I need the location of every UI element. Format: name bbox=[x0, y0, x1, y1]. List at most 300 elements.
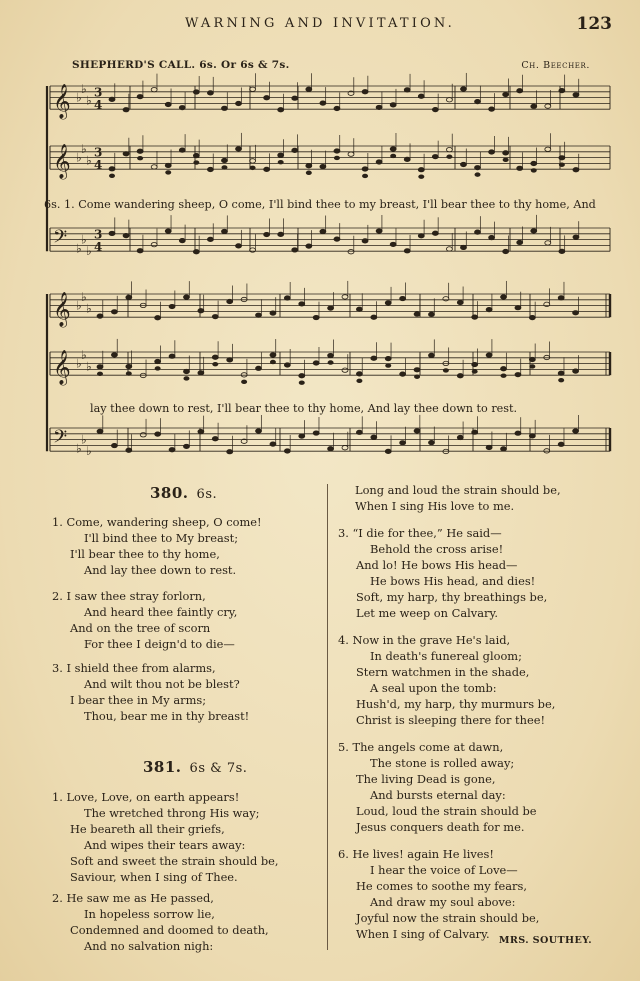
verse-line: And wipes their tears away: bbox=[84, 837, 246, 852]
notehead bbox=[183, 295, 189, 299]
notehead bbox=[155, 359, 161, 363]
verse-line: Christ is sleeping there for thee! bbox=[356, 712, 546, 727]
notehead bbox=[501, 295, 507, 299]
notehead bbox=[212, 362, 218, 366]
notehead bbox=[414, 429, 420, 433]
hymn-380-stanza-1 bbox=[52, 515, 262, 579]
notehead bbox=[531, 104, 537, 108]
notehead bbox=[515, 306, 521, 310]
verse-line: 2. He saw me as He passed, bbox=[52, 891, 214, 905]
notehead bbox=[573, 235, 579, 239]
notehead bbox=[313, 315, 319, 319]
notehead bbox=[400, 441, 406, 445]
bass-clef-icon: 𝄢 bbox=[53, 426, 68, 452]
flat-icon: ♭ bbox=[76, 441, 82, 456]
notehead bbox=[221, 229, 227, 233]
verse-line: I'll bind thee to My breast; bbox=[84, 530, 239, 545]
notehead bbox=[137, 94, 143, 98]
notehead bbox=[193, 250, 199, 254]
notehead bbox=[517, 166, 523, 170]
notehead bbox=[371, 356, 377, 360]
notehead bbox=[446, 147, 452, 151]
notehead bbox=[503, 151, 509, 155]
notehead bbox=[376, 229, 382, 233]
notehead bbox=[270, 360, 276, 364]
notehead bbox=[390, 147, 396, 151]
notehead bbox=[299, 380, 305, 384]
hymn-381-stanza-3 bbox=[338, 526, 547, 621]
notehead bbox=[179, 148, 185, 152]
verse-line: Jesus conquers death for me. bbox=[356, 819, 525, 834]
verse-line: 1. Come, wandering sheep, O come! bbox=[52, 515, 262, 529]
verse-line: In hopeless sorrow lie, bbox=[84, 906, 215, 921]
notehead bbox=[250, 166, 256, 170]
notehead bbox=[404, 249, 410, 253]
notehead bbox=[165, 229, 171, 233]
flat-icon: ♭ bbox=[81, 289, 87, 304]
tune-composer: Ch. Beecher. bbox=[521, 60, 590, 71]
treble-clef-icon: 𝄞 bbox=[53, 349, 71, 385]
hymn-author: MRS. SOUTHEY. bbox=[498, 935, 592, 946]
notehead bbox=[227, 450, 233, 454]
verse-line: The wretched throng His way; bbox=[84, 805, 260, 820]
notehead bbox=[371, 435, 377, 439]
notehead bbox=[236, 147, 242, 151]
notehead bbox=[207, 237, 213, 241]
notehead bbox=[342, 446, 348, 450]
notehead bbox=[385, 301, 391, 305]
notehead bbox=[264, 96, 270, 100]
notehead bbox=[475, 99, 481, 103]
notehead bbox=[432, 107, 438, 111]
notehead bbox=[457, 435, 463, 439]
tune-lyric-line-1: 6s. 1. Come wandering sheep, O come, I'll bind thee to my breast, I'll bear thee to thy home, And bbox=[44, 198, 596, 211]
notehead bbox=[489, 150, 495, 154]
hymn-380-stanza-2 bbox=[52, 589, 237, 653]
notehead bbox=[376, 105, 382, 109]
hymn-380-stanza-3 bbox=[52, 661, 249, 725]
verse-line: And no salvation nigh: bbox=[84, 938, 214, 953]
notehead bbox=[198, 371, 204, 375]
verse-line: In death's funereal gloom; bbox=[370, 648, 522, 663]
notehead bbox=[212, 314, 218, 318]
notehead bbox=[457, 300, 463, 304]
notehead bbox=[385, 363, 391, 367]
notehead bbox=[376, 160, 382, 164]
verse-line: Long and loud the strain should be, bbox=[355, 483, 561, 497]
verse-line: He comes to soothe my fears, bbox=[356, 878, 527, 893]
notehead bbox=[227, 299, 233, 303]
flat-icon: ♭ bbox=[86, 93, 92, 108]
notehead bbox=[517, 89, 523, 93]
notehead bbox=[443, 368, 449, 372]
notehead bbox=[292, 96, 298, 100]
notehead bbox=[320, 101, 326, 105]
notehead bbox=[342, 368, 348, 372]
notehead bbox=[328, 447, 334, 451]
treble-clef-icon: 𝄞 bbox=[53, 291, 71, 327]
notehead bbox=[545, 147, 551, 151]
notehead bbox=[390, 242, 396, 246]
notehead bbox=[193, 153, 199, 157]
notehead bbox=[446, 98, 452, 102]
notehead bbox=[558, 371, 564, 375]
notehead bbox=[545, 241, 551, 245]
notehead bbox=[334, 237, 340, 241]
notehead bbox=[515, 431, 521, 435]
verse-line: The living Dead is gone, bbox=[356, 771, 496, 786]
verse-line: When I sing His love to me. bbox=[355, 498, 515, 513]
notehead bbox=[165, 102, 171, 106]
notehead bbox=[207, 91, 213, 95]
notehead bbox=[559, 249, 565, 253]
notehead bbox=[278, 160, 284, 164]
notehead bbox=[362, 90, 368, 94]
notehead bbox=[126, 448, 132, 452]
notehead bbox=[486, 307, 492, 311]
notehead bbox=[123, 107, 129, 111]
verse-line: I'll bear thee to thy home, bbox=[70, 546, 220, 561]
flat-icon: ♭ bbox=[76, 298, 82, 313]
notehead bbox=[278, 153, 284, 157]
notehead bbox=[385, 449, 391, 453]
verse-line: And wilt thou not be blest? bbox=[84, 676, 240, 691]
verse-line: And heard thee faintly cry, bbox=[84, 604, 238, 619]
notehead bbox=[362, 174, 368, 178]
notehead bbox=[390, 154, 396, 158]
verse-line: And on the tree of scorn bbox=[70, 620, 211, 635]
verse-line: Loud, loud the strain should be bbox=[356, 803, 537, 818]
notehead bbox=[109, 174, 115, 178]
notehead bbox=[109, 167, 115, 171]
notehead bbox=[256, 429, 262, 433]
notehead bbox=[531, 168, 537, 172]
notehead bbox=[313, 431, 319, 435]
notehead bbox=[169, 448, 175, 452]
hymn-381-stanza-5 bbox=[338, 740, 537, 835]
notehead bbox=[385, 356, 391, 360]
notehead bbox=[306, 87, 312, 91]
notehead bbox=[306, 244, 312, 248]
verse-line: Soft and sweet the strain should be, bbox=[70, 853, 279, 868]
verse-line: 2. I saw thee stray forlorn, bbox=[52, 589, 206, 603]
notehead bbox=[169, 354, 175, 358]
notehead bbox=[236, 244, 242, 248]
notehead bbox=[334, 156, 340, 160]
verse-line: 3. “I die for thee,” He said— bbox=[338, 526, 502, 540]
verse-line: Let me weep on Calvary. bbox=[356, 605, 498, 620]
verse-line: Thou, bear me in thy breast! bbox=[84, 708, 250, 723]
verse-line: Joyful now the strain should be, bbox=[356, 910, 540, 925]
notehead bbox=[390, 103, 396, 107]
notehead bbox=[111, 353, 117, 357]
notehead bbox=[256, 313, 262, 317]
notehead bbox=[320, 164, 326, 168]
notehead bbox=[198, 309, 204, 313]
notehead bbox=[475, 230, 481, 234]
tune-lyric-line-2: lay thee down to rest, I'll bear thee to thy home, And lay thee down to rest. bbox=[90, 402, 518, 415]
treble-clef-icon: 𝄞 bbox=[53, 83, 71, 119]
time-signature: 3 bbox=[94, 227, 103, 242]
notehead bbox=[573, 168, 579, 172]
notehead bbox=[356, 307, 362, 311]
notehead bbox=[169, 304, 175, 308]
flat-icon: ♭ bbox=[86, 153, 92, 168]
notehead bbox=[137, 156, 143, 160]
notehead bbox=[334, 149, 340, 153]
notehead bbox=[313, 361, 319, 365]
notehead bbox=[404, 157, 410, 161]
notehead bbox=[472, 362, 478, 366]
notehead bbox=[179, 105, 185, 109]
notehead bbox=[529, 434, 535, 438]
notehead bbox=[559, 88, 565, 92]
notehead bbox=[193, 90, 199, 94]
notehead bbox=[501, 374, 507, 378]
notehead bbox=[256, 366, 262, 370]
verse-line: 3. I shield thee from alarms, bbox=[52, 661, 216, 675]
notehead bbox=[428, 312, 434, 316]
notehead bbox=[241, 380, 247, 384]
notehead bbox=[558, 296, 564, 300]
notehead bbox=[559, 163, 565, 167]
verse-line: 6. He lives! again He lives! bbox=[338, 847, 494, 861]
verse-line: Hush'd, my harp, thy murmurs be, bbox=[356, 696, 556, 711]
notehead bbox=[236, 101, 242, 105]
notehead bbox=[221, 106, 227, 110]
notehead bbox=[428, 353, 434, 357]
notehead bbox=[320, 229, 326, 233]
verse-line: I bear thee in My arms; bbox=[70, 692, 207, 707]
notehead bbox=[446, 154, 452, 158]
verse-line: 1. Love, Love, on earth appears! bbox=[52, 790, 240, 804]
notehead bbox=[348, 152, 354, 156]
notehead bbox=[414, 368, 420, 372]
notehead bbox=[183, 369, 189, 373]
notehead bbox=[529, 364, 535, 368]
time-signature: 4 bbox=[94, 158, 103, 173]
column-divider bbox=[327, 484, 328, 950]
notehead bbox=[306, 164, 312, 168]
notehead bbox=[221, 158, 227, 162]
notehead bbox=[278, 108, 284, 112]
notehead bbox=[573, 429, 579, 433]
tune-title: SHEPHERD'S CALL. 6s. Or 6s & 7s. bbox=[72, 59, 290, 71]
notehead bbox=[155, 366, 161, 370]
notehead bbox=[284, 363, 290, 367]
verse-line: When I sing of Calvary. bbox=[356, 926, 490, 941]
notehead bbox=[418, 174, 424, 178]
flat-icon: ♭ bbox=[76, 90, 82, 105]
notehead bbox=[503, 249, 509, 253]
hymn-381-meter: 6s & 7s. bbox=[189, 761, 248, 776]
notehead bbox=[443, 297, 449, 301]
notehead bbox=[501, 447, 507, 451]
notehead bbox=[489, 107, 495, 111]
verse-line: The stone is rolled away; bbox=[370, 755, 515, 770]
hymn-381-heading bbox=[143, 758, 247, 776]
hymn-381-continuation bbox=[355, 483, 561, 515]
notehead bbox=[486, 445, 492, 449]
notehead bbox=[155, 316, 161, 320]
notehead bbox=[573, 93, 579, 97]
notehead bbox=[270, 311, 276, 315]
running-header: WARNING AND INVITATION. bbox=[184, 16, 456, 31]
notehead bbox=[400, 296, 406, 300]
notehead bbox=[486, 353, 492, 357]
notehead bbox=[198, 429, 204, 433]
notehead bbox=[250, 159, 256, 163]
flat-icon: ♭ bbox=[86, 444, 92, 459]
notehead bbox=[362, 167, 368, 171]
notehead bbox=[137, 249, 143, 253]
notehead bbox=[212, 355, 218, 359]
notehead bbox=[517, 240, 523, 244]
notehead bbox=[460, 87, 466, 91]
notehead bbox=[475, 165, 481, 169]
verse-line: 4. Now in the grave He's laid, bbox=[338, 633, 511, 647]
hymn-380-number: 380. bbox=[150, 484, 189, 502]
verse-line: 5. The angels come at dawn, bbox=[338, 740, 504, 754]
verse-line: And lo! He bows His head— bbox=[356, 557, 518, 572]
hymn-381-number: 381. bbox=[143, 758, 182, 776]
notehead bbox=[432, 231, 438, 235]
notehead bbox=[151, 165, 157, 169]
notehead bbox=[270, 442, 276, 446]
notehead bbox=[529, 315, 535, 319]
notehead bbox=[414, 375, 420, 379]
flat-icon: ♭ bbox=[76, 241, 82, 256]
verse-line: Soft, my harp, thy breathings be, bbox=[356, 589, 548, 604]
notehead bbox=[299, 434, 305, 438]
bass-clef-icon: 𝄢 bbox=[53, 226, 68, 252]
notehead bbox=[151, 242, 157, 246]
notehead bbox=[529, 357, 535, 361]
notehead bbox=[432, 154, 438, 158]
notehead bbox=[123, 233, 129, 237]
notehead bbox=[348, 250, 354, 254]
verse-line: Condemned and doomed to death, bbox=[70, 922, 269, 937]
notehead bbox=[151, 87, 157, 91]
notehead bbox=[165, 170, 171, 174]
verse-line: A seal upon the tomb: bbox=[370, 680, 497, 695]
verse-line: I hear the voice of Love— bbox=[370, 862, 518, 877]
notehead bbox=[457, 374, 463, 378]
notehead bbox=[227, 358, 233, 362]
notehead bbox=[472, 315, 478, 319]
notehead bbox=[292, 148, 298, 152]
notehead bbox=[446, 247, 452, 251]
hymn-381-stanza-6 bbox=[338, 847, 539, 942]
hymn-381-stanza-4 bbox=[338, 633, 555, 728]
notehead bbox=[97, 372, 103, 376]
notehead bbox=[400, 372, 406, 376]
notehead bbox=[292, 248, 298, 252]
notehead bbox=[97, 365, 103, 369]
flat-icon: ♭ bbox=[86, 244, 92, 259]
notehead bbox=[264, 167, 270, 171]
notehead bbox=[356, 379, 362, 383]
flat-icon: ♭ bbox=[86, 359, 92, 374]
verse-line: Behold the cross arise! bbox=[370, 541, 504, 556]
notehead bbox=[342, 295, 348, 299]
notehead bbox=[460, 245, 466, 249]
hymn-380-meter: 6s. bbox=[196, 487, 218, 502]
notehead bbox=[126, 364, 132, 368]
notehead bbox=[356, 372, 362, 376]
notehead bbox=[418, 167, 424, 171]
notehead bbox=[155, 432, 161, 436]
notehead bbox=[371, 315, 377, 319]
time-signature: 3 bbox=[94, 145, 103, 160]
notehead bbox=[460, 162, 466, 166]
verse-line: Stern watchmen in the shade, bbox=[356, 664, 530, 679]
flat-icon: ♭ bbox=[81, 432, 87, 447]
notehead bbox=[531, 229, 537, 233]
notehead bbox=[183, 376, 189, 380]
notehead bbox=[472, 430, 478, 434]
notehead bbox=[97, 429, 103, 433]
notehead bbox=[418, 94, 424, 98]
notehead bbox=[221, 165, 227, 169]
notehead bbox=[503, 92, 509, 96]
notehead bbox=[334, 106, 340, 110]
notehead bbox=[109, 231, 115, 235]
music-score bbox=[0, 0, 640, 470]
notehead bbox=[418, 234, 424, 238]
flat-icon: ♭ bbox=[81, 81, 87, 96]
notehead bbox=[573, 369, 579, 373]
verse-line: Saviour, when I sing of Thee. bbox=[70, 869, 238, 884]
notehead bbox=[250, 87, 256, 91]
notehead bbox=[545, 104, 551, 108]
treble-clef-icon: 𝄞 bbox=[53, 143, 71, 179]
notehead bbox=[250, 248, 256, 252]
notehead bbox=[165, 163, 171, 167]
notehead bbox=[472, 369, 478, 373]
notehead bbox=[179, 238, 185, 242]
notehead bbox=[299, 302, 305, 306]
flat-icon: ♭ bbox=[76, 356, 82, 371]
notehead bbox=[278, 232, 284, 236]
page-number: 123 bbox=[576, 14, 612, 34]
notehead bbox=[123, 152, 129, 156]
verse-line: And lay thee down to rest. bbox=[84, 562, 237, 577]
notehead bbox=[97, 314, 103, 318]
notehead bbox=[328, 360, 334, 364]
notehead bbox=[503, 158, 509, 162]
notehead bbox=[183, 444, 189, 448]
hymn-381-stanza-1 bbox=[52, 790, 279, 885]
hymn-381-stanza-2 bbox=[52, 891, 269, 955]
notehead bbox=[531, 161, 537, 165]
notehead bbox=[126, 295, 132, 299]
notehead bbox=[475, 172, 481, 176]
notehead bbox=[328, 353, 334, 357]
notehead bbox=[559, 156, 565, 160]
notehead bbox=[137, 149, 143, 153]
time-signature: 4 bbox=[94, 240, 103, 255]
hymn-380-heading bbox=[150, 484, 217, 502]
notehead bbox=[111, 443, 117, 447]
notehead bbox=[284, 449, 290, 453]
notehead bbox=[126, 371, 132, 375]
notehead bbox=[558, 442, 564, 446]
notehead bbox=[270, 353, 276, 357]
notehead bbox=[356, 430, 362, 434]
flat-icon: ♭ bbox=[81, 232, 87, 247]
notehead bbox=[328, 306, 334, 310]
